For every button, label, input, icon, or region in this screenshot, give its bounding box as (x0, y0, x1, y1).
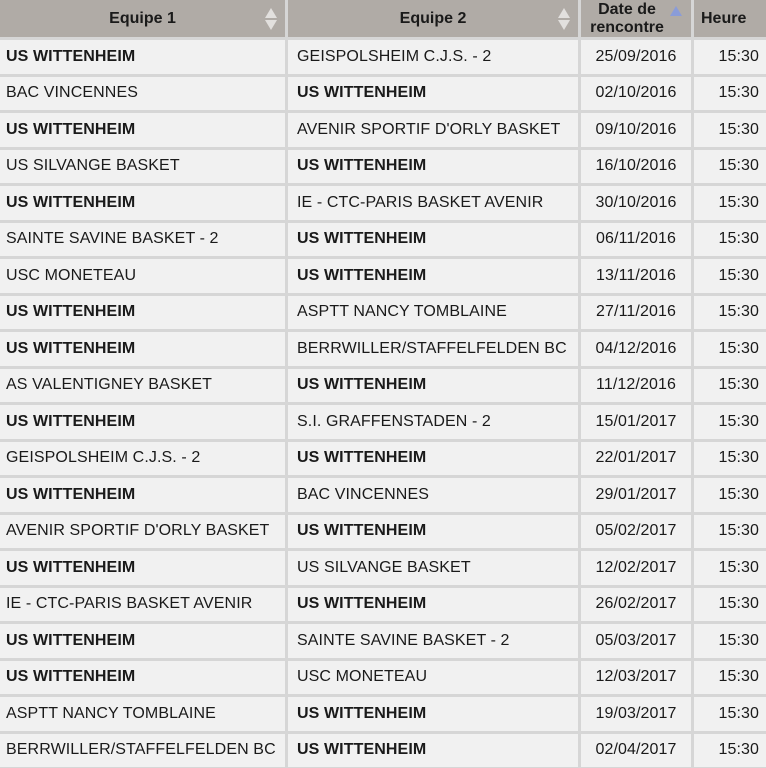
cell-team1: US SILVANGE BASKET (0, 150, 285, 184)
table-row (0, 77, 766, 111)
table-row (0, 588, 766, 622)
cell-time: 15:30 (694, 186, 766, 220)
table-row (0, 442, 766, 476)
cell-date: 16/10/2016 (581, 150, 691, 184)
cell-time: 15:30 (694, 113, 766, 147)
cell-date: 29/01/2017 (581, 478, 691, 512)
cell-team2: US WITTENHEIM (288, 442, 578, 476)
column-header-date-line1: Date de (598, 0, 656, 18)
cell-date: 09/10/2016 (581, 113, 691, 147)
cell-date: 12/02/2017 (581, 551, 691, 585)
cell-team2: US WITTENHEIM (288, 697, 578, 731)
cell-time: 15:30 (694, 734, 766, 768)
cell-time: 15:30 (694, 332, 766, 366)
cell-date: 13/11/2016 (581, 259, 691, 293)
sort-asc-icon[interactable] (670, 6, 682, 16)
sort-both-icon[interactable] (558, 7, 570, 31)
cell-team1: US WITTENHEIM (0, 624, 285, 658)
cell-team2: SAINTE SAVINE BASKET - 2 (288, 624, 578, 658)
cell-team1: US WITTENHEIM (0, 113, 285, 147)
cell-team1: BAC VINCENNES (0, 77, 285, 111)
table-row (0, 223, 766, 257)
cell-time: 15:30 (694, 405, 766, 439)
column-header-date[interactable] (581, 0, 691, 37)
cell-date: 05/02/2017 (581, 515, 691, 549)
cell-team1: US WITTENHEIM (0, 332, 285, 366)
cell-team1: US WITTENHEIM (0, 661, 285, 695)
cell-time: 15:30 (694, 77, 766, 111)
table-row (0, 515, 766, 549)
table-row (0, 369, 766, 403)
cell-time: 15:30 (694, 478, 766, 512)
cell-date: 27/11/2016 (581, 296, 691, 330)
cell-team1: AS VALENTIGNEY BASKET (0, 369, 285, 403)
column-header-team2-label: Equipe 2 (399, 10, 467, 27)
cell-date: 26/02/2017 (581, 588, 691, 622)
cell-date: 22/01/2017 (581, 442, 691, 476)
cell-time: 15:30 (694, 296, 766, 330)
cell-time: 15:30 (694, 515, 766, 549)
cell-date: 25/09/2016 (581, 40, 691, 74)
cell-team1: BERRWILLER/STAFFELFELDEN BC (0, 734, 285, 768)
cell-date: 05/03/2017 (581, 624, 691, 658)
column-header-date-line2: rencontre (590, 18, 664, 36)
cell-time: 15:30 (694, 551, 766, 585)
column-header-team1[interactable] (0, 0, 285, 37)
cell-team1: IE - CTC-PARIS BASKET AVENIR (0, 588, 285, 622)
cell-team1: US WITTENHEIM (0, 551, 285, 585)
cell-team2: AVENIR SPORTIF D'ORLY BASKET (288, 113, 578, 147)
cell-team2: S.I. GRAFFENSTADEN - 2 (288, 405, 578, 439)
cell-team1: US WITTENHEIM (0, 405, 285, 439)
cell-team2: US WITTENHEIM (288, 223, 578, 257)
table-row (0, 734, 766, 768)
cell-time: 15:30 (694, 40, 766, 74)
cell-team1: US WITTENHEIM (0, 478, 285, 512)
cell-team1: US WITTENHEIM (0, 40, 285, 74)
table-row (0, 40, 766, 74)
cell-time: 15:30 (694, 259, 766, 293)
sort-both-icon[interactable] (265, 7, 277, 31)
cell-time: 15:30 (694, 442, 766, 476)
cell-team2: US WITTENHEIM (288, 77, 578, 111)
cell-team2: BAC VINCENNES (288, 478, 578, 512)
cell-team2: US WITTENHEIM (288, 734, 578, 768)
cell-time: 15:30 (694, 369, 766, 403)
cell-team2: US WITTENHEIM (288, 259, 578, 293)
cell-team2: IE - CTC-PARIS BASKET AVENIR (288, 186, 578, 220)
table-row (0, 697, 766, 731)
table-row (0, 624, 766, 658)
cell-team2: BERRWILLER/STAFFELFELDEN BC (288, 332, 578, 366)
cell-date: 12/03/2017 (581, 661, 691, 695)
table-row (0, 405, 766, 439)
table-row (0, 478, 766, 512)
cell-team1: GEISPOLSHEIM C.J.S. - 2 (0, 442, 285, 476)
cell-team1: SAINTE SAVINE BASKET - 2 (0, 223, 285, 257)
table-row (0, 551, 766, 585)
cell-team2: GEISPOLSHEIM C.J.S. - 2 (288, 40, 578, 74)
cell-time: 15:30 (694, 697, 766, 731)
cell-time: 15:30 (694, 661, 766, 695)
cell-time: 15:30 (694, 588, 766, 622)
cell-team1: US WITTENHEIM (0, 296, 285, 330)
cell-date: 19/03/2017 (581, 697, 691, 731)
table-row (0, 113, 766, 147)
table-body (0, 40, 766, 767)
cell-date: 04/12/2016 (581, 332, 691, 366)
table-header (0, 0, 766, 37)
cell-team2: USC MONETEAU (288, 661, 578, 695)
cell-date: 15/01/2017 (581, 405, 691, 439)
header-row (0, 0, 766, 37)
column-header-team2[interactable] (288, 0, 578, 37)
cell-time: 15:30 (694, 624, 766, 658)
cell-date: 02/10/2016 (581, 77, 691, 111)
cell-date: 30/10/2016 (581, 186, 691, 220)
cell-team1: US WITTENHEIM (0, 186, 285, 220)
table-row (0, 296, 766, 330)
cell-time: 15:30 (694, 223, 766, 257)
table-row (0, 661, 766, 695)
table-row (0, 332, 766, 366)
table-row (0, 259, 766, 293)
table-row (0, 186, 766, 220)
cell-team1: AVENIR SPORTIF D'ORLY BASKET (0, 515, 285, 549)
column-header-time[interactable] (694, 0, 766, 37)
cell-team1: USC MONETEAU (0, 259, 285, 293)
table-row (0, 150, 766, 184)
cell-team2: US WITTENHEIM (288, 515, 578, 549)
cell-date: 11/12/2016 (581, 369, 691, 403)
cell-date: 02/04/2017 (581, 734, 691, 768)
column-header-team1-label: Equipe 1 (109, 10, 176, 27)
cell-team2: US SILVANGE BASKET (288, 551, 578, 585)
cell-team2: ASPTT NANCY TOMBLAINE (288, 296, 578, 330)
cell-date: 06/11/2016 (581, 223, 691, 257)
cell-team1: ASPTT NANCY TOMBLAINE (0, 697, 285, 731)
column-header-time-label: Heure (701, 10, 747, 27)
cell-team2: US WITTENHEIM (288, 588, 578, 622)
cell-team2: US WITTENHEIM (288, 150, 578, 184)
cell-time: 15:30 (694, 150, 766, 184)
cell-team2: US WITTENHEIM (288, 369, 578, 403)
